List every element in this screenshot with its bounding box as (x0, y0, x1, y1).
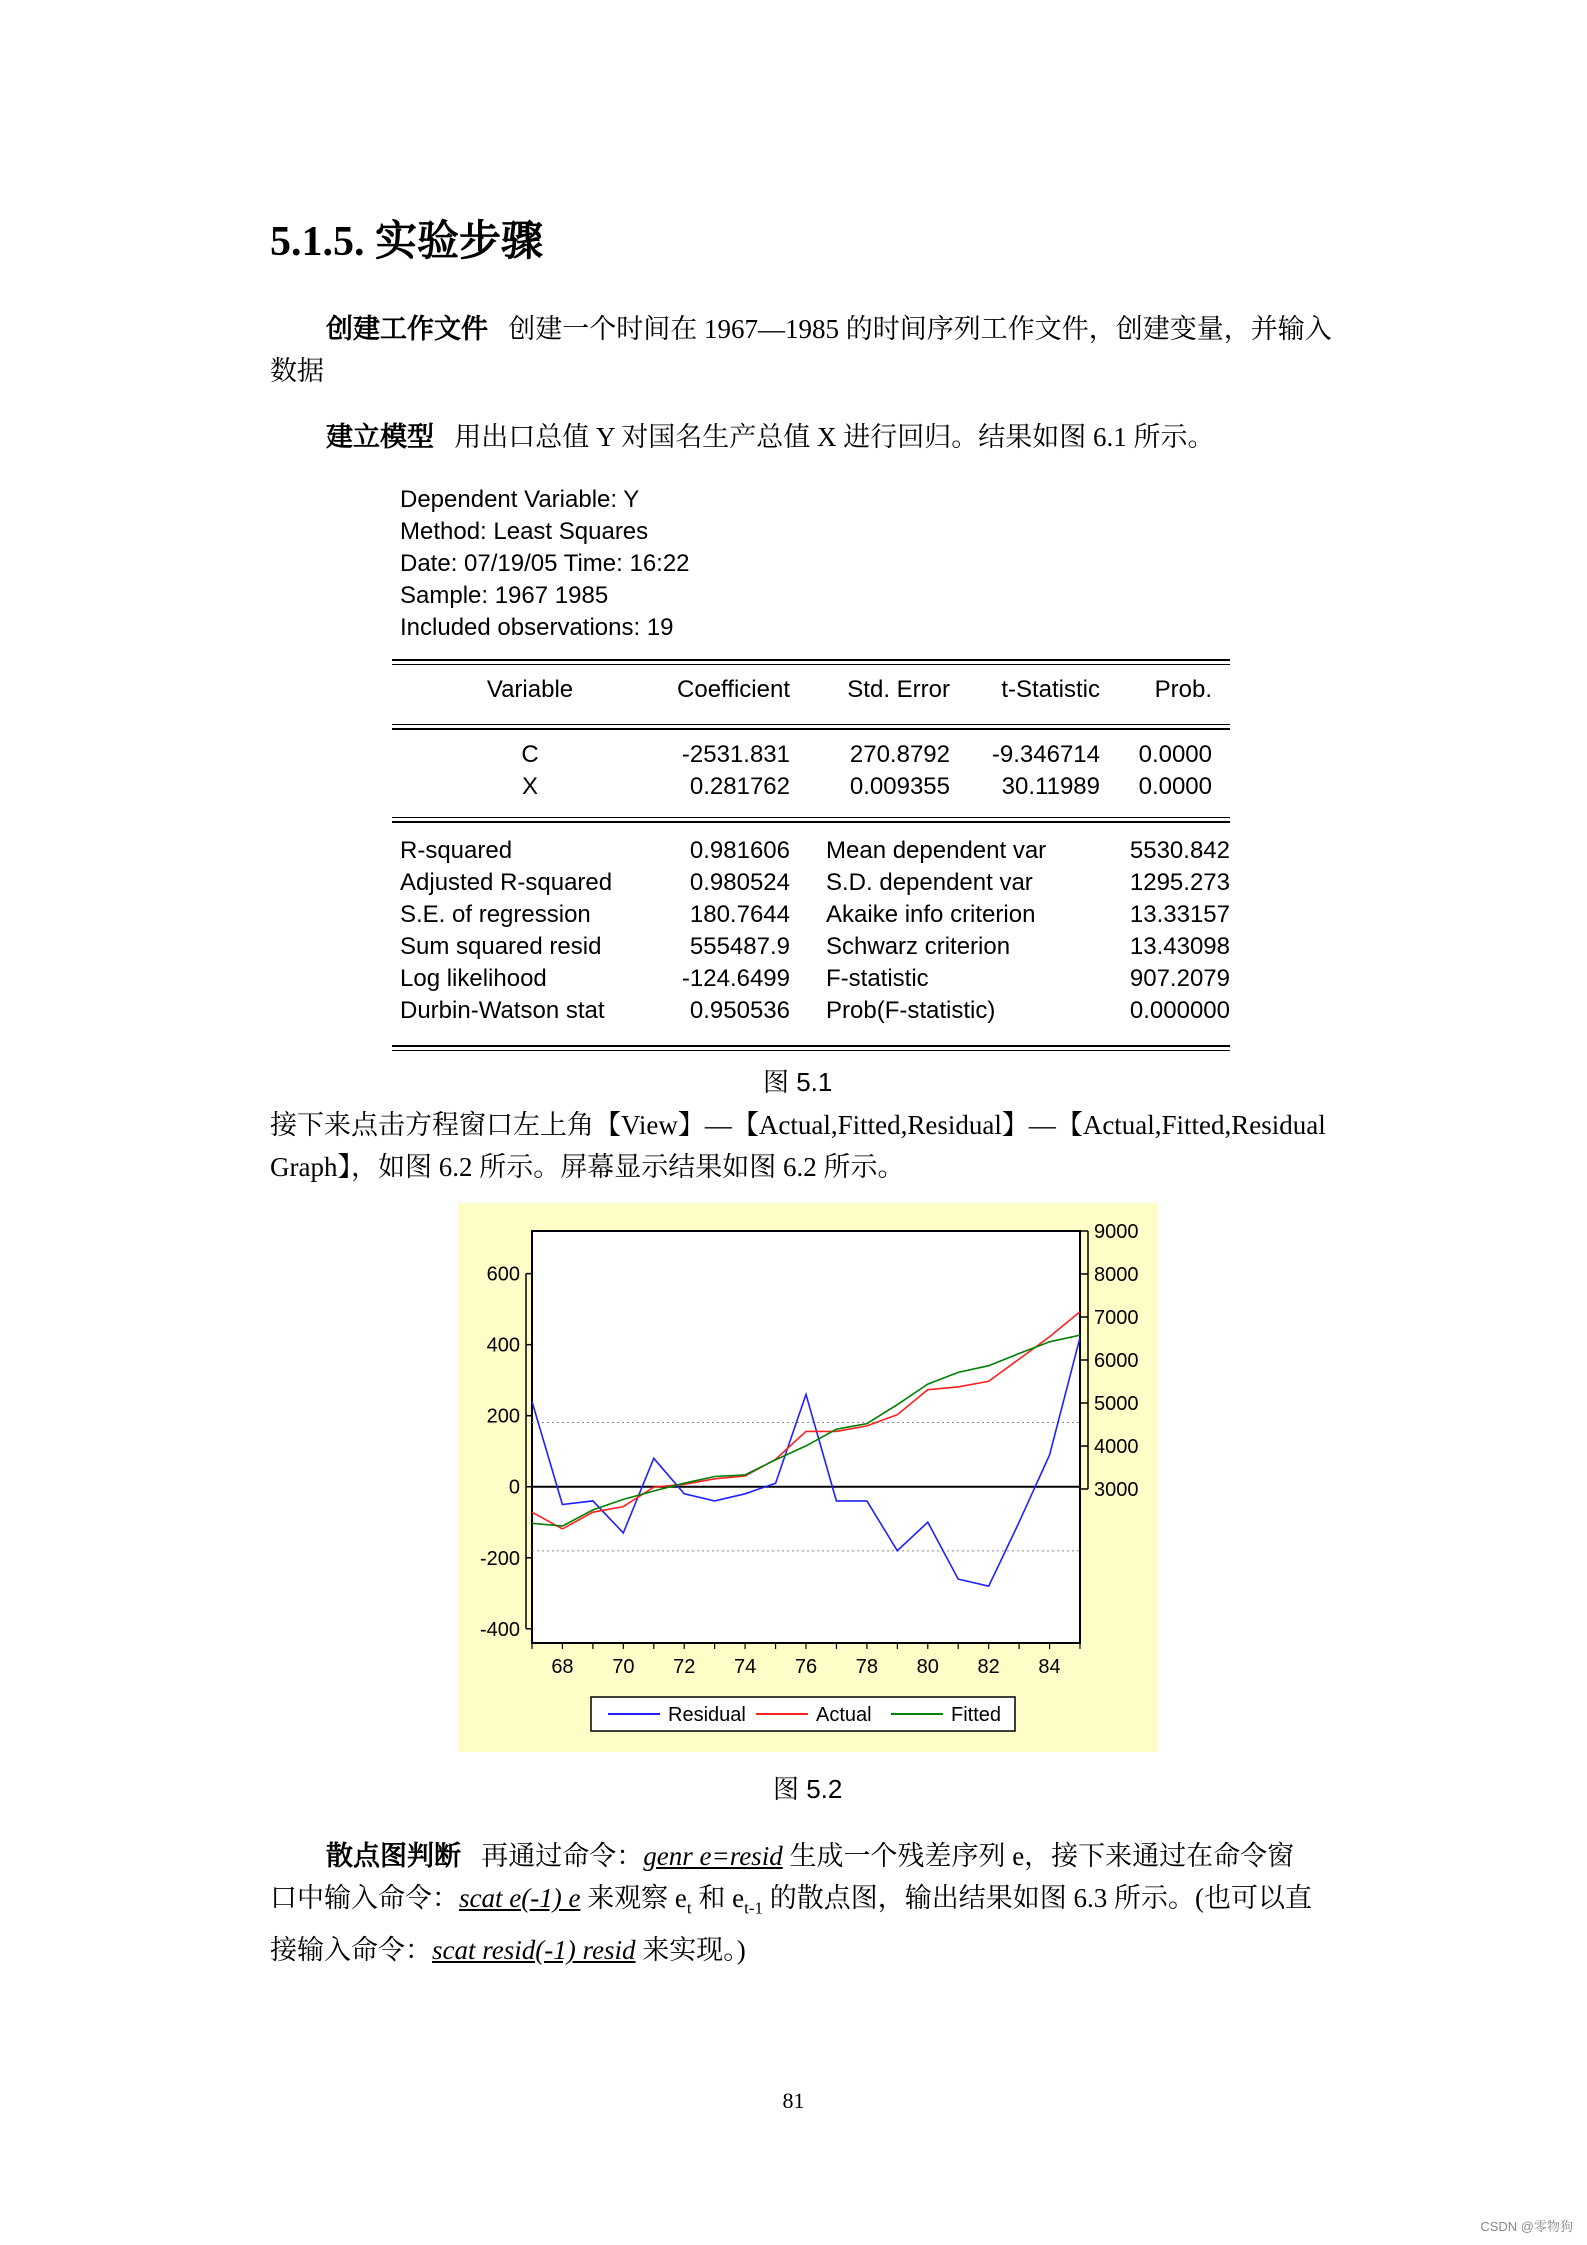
x-axis-tick-label: 80 (916, 1656, 939, 1678)
column-header: Coefficient (677, 676, 790, 703)
paragraph-line: 接下来点击方程窗口左上角【View】—【Actual,Fitted,Residual】—【Actual,Fitted,Residual (270, 1110, 1326, 1140)
x-axis-tick-label: 76 (794, 1656, 818, 1678)
paragraph-scatter (270, 1835, 1350, 1971)
table-rule-top-inner (392, 664, 1230, 665)
table-cell-t-stat: 30.11989 (1001, 773, 1100, 800)
table-cell-t-stat: -9.346714 (991, 741, 1100, 768)
column-header: Std. Error (847, 676, 950, 703)
header-line: Dependent Variable: Y (400, 486, 640, 513)
regression-header (400, 484, 690, 644)
stat-value: -124.6499 (681, 965, 790, 992)
x-axis-tick-label: 72 (673, 1656, 696, 1678)
x-axis-tick-label: 74 (733, 1656, 757, 1678)
stat-value: 0.980524 (689, 869, 790, 896)
legend-label-actual: Actual (816, 1704, 872, 1726)
watermark-text: CSDN @零物狗 (1480, 2219, 1573, 2234)
stat-value: 0.000000 (1129, 997, 1230, 1024)
stat-label: R-squared (400, 837, 513, 864)
table-cell-coefficient: 0.281762 (689, 773, 790, 800)
paragraph-text: 来观察 e (587, 1883, 687, 1913)
left-axis-tick-label: 600 (486, 1263, 520, 1286)
right-axis-tick-label: 8000 (1094, 1264, 1139, 1286)
paragraph-text: 用出口总值 Y 对国名生产总值 X 进行回归。结果如图 6.1 所示。 (454, 422, 1215, 452)
column-header: Prob. (1154, 676, 1212, 703)
stat-value: 0.950536 (689, 997, 790, 1024)
command-text: genr e=resid (643, 1841, 783, 1871)
stat-label: Adjusted R-squared (400, 869, 613, 896)
paragraph-build-model (270, 416, 1350, 458)
stat-label: Durbin-Watson stat (400, 997, 605, 1024)
header-line: Sample: 1967 1985 (400, 582, 609, 609)
stat-value: 5530.842 (1129, 837, 1230, 864)
right-axis-tick-label: 5000 (1094, 1393, 1139, 1415)
x-axis-tick-label: 68 (551, 1656, 574, 1678)
table-rule-header-inner (392, 728, 1230, 730)
paragraph-text: 再通过命令： (481, 1841, 644, 1871)
paragraph-view-menu (270, 1104, 1350, 1188)
right-axis-tick-label: 9000 (1094, 1221, 1139, 1243)
right-axis-tick-label: 6000 (1094, 1350, 1139, 1372)
paragraph-lead: 创建工作文件 (326, 314, 488, 344)
left-axis-tick-label: -200 (479, 1547, 520, 1570)
table-cell-variable: X (521, 773, 538, 800)
x-axis-tick-label: 82 (977, 1656, 1000, 1678)
actual-fitted-residual-chart (458, 1203, 1158, 1752)
table-cell-prob: 0.0000 (1138, 773, 1212, 800)
stat-label: Sum squared resid (400, 933, 602, 960)
paragraph-text: 的散点图，输出结果如图 6.3 所示。(也可以直 (769, 1883, 1313, 1913)
header-line: Method: Least Squares (400, 518, 649, 545)
left-axis-tick-label: 0 (508, 1476, 520, 1499)
legend-label-residual: Residual (668, 1704, 746, 1726)
stat-value: 13.43098 (1129, 933, 1230, 960)
stat-value: 907.2079 (1129, 965, 1230, 992)
table-cell-prob: 0.0000 (1138, 741, 1212, 768)
paragraph-text: 创建一个时间在 1967—1985 的时间序列工作文件，创建变量，并输入数据 (270, 314, 1332, 386)
stat-label: S.D. dependent var (826, 869, 1033, 896)
page-number: 81 (782, 2088, 805, 2113)
paragraph-line: Graph】，如图 6.2 所示。屏幕显示结果如图 6.2 所示。 (270, 1152, 905, 1182)
left-axis-tick-label: 200 (486, 1405, 520, 1428)
paragraph-text: 接输入命令： (270, 1935, 432, 1966)
table-rule-stats-inner (392, 821, 1230, 823)
plot-area (532, 1231, 1080, 1643)
table-rule-bottom (392, 1045, 1230, 1047)
table-rule-bottom-inner (392, 1050, 1230, 1051)
right-axis-tick-label: 4000 (1094, 1436, 1139, 1458)
paragraph-create-workfile (270, 308, 1350, 392)
stat-label: Schwarz criterion (826, 933, 1011, 960)
header-line: Date: 07/19/05 Time: 16:22 (400, 550, 690, 577)
command-text: scat resid(-1) resid (432, 1935, 636, 1966)
column-header: Variable (486, 676, 574, 703)
stat-label: Mean dependent var (826, 837, 1047, 864)
subscript: t (686, 1898, 692, 1918)
x-axis-tick-label: 78 (855, 1656, 879, 1678)
command-text: scat e(-1) e (459, 1883, 581, 1913)
stat-value: 555487.9 (689, 933, 790, 960)
figure-caption: 图 5.1 (763, 1067, 833, 1097)
right-axis-tick-label: 7000 (1094, 1307, 1139, 1329)
stat-value: 180.7644 (689, 901, 790, 928)
stat-label: S.E. of regression (400, 901, 591, 928)
paragraph-text: 生成一个残差序列 e，接下来通过在命令窗 (789, 1841, 1295, 1871)
table-cell-variable: C (521, 741, 539, 768)
paragraph-text: 和 e (698, 1883, 745, 1913)
table-cell-std-error: 270.8792 (849, 741, 950, 768)
left-axis-tick-label: 400 (486, 1334, 520, 1357)
header-line: Included observations: 19 (400, 614, 674, 641)
stat-value: 13.33157 (1129, 901, 1230, 928)
right-axis-tick-label: 3000 (1094, 1479, 1139, 1501)
stat-label: F-statistic (826, 965, 929, 992)
figure-caption: 图 5.2 (773, 1774, 843, 1804)
section-title: 5.1.5. 实验步骤 (270, 219, 544, 265)
paragraph-text: 来实现。) (642, 1935, 746, 1966)
table-rule-header (392, 724, 1230, 725)
paragraph-lead: 建立模型 (326, 422, 434, 452)
stat-label: Prob(F-statistic) (826, 997, 996, 1024)
stat-label: Akaike info criterion (826, 901, 1036, 928)
stat-value: 0.981606 (689, 837, 790, 864)
stat-label: Log likelihood (400, 965, 547, 992)
paragraph-lead: 散点图判断 (326, 1841, 461, 1871)
x-axis-tick-label: 70 (612, 1656, 635, 1678)
table-rule-top (392, 659, 1230, 661)
column-header: t-Statistic (1001, 676, 1100, 703)
x-axis-tick-label: 84 (1038, 1656, 1061, 1678)
legend-label-fitted: Fitted (951, 1704, 1002, 1726)
subscript: t-1 (744, 1898, 764, 1918)
table-cell-coefficient: -2531.831 (681, 741, 790, 768)
left-axis-tick-label: -400 (479, 1618, 520, 1641)
table-rule-stats (392, 817, 1230, 818)
table-cell-std-error: 0.009355 (849, 773, 950, 800)
stat-value: 1295.273 (1129, 869, 1230, 896)
paragraph-text: 口中输入命令： (270, 1883, 459, 1913)
